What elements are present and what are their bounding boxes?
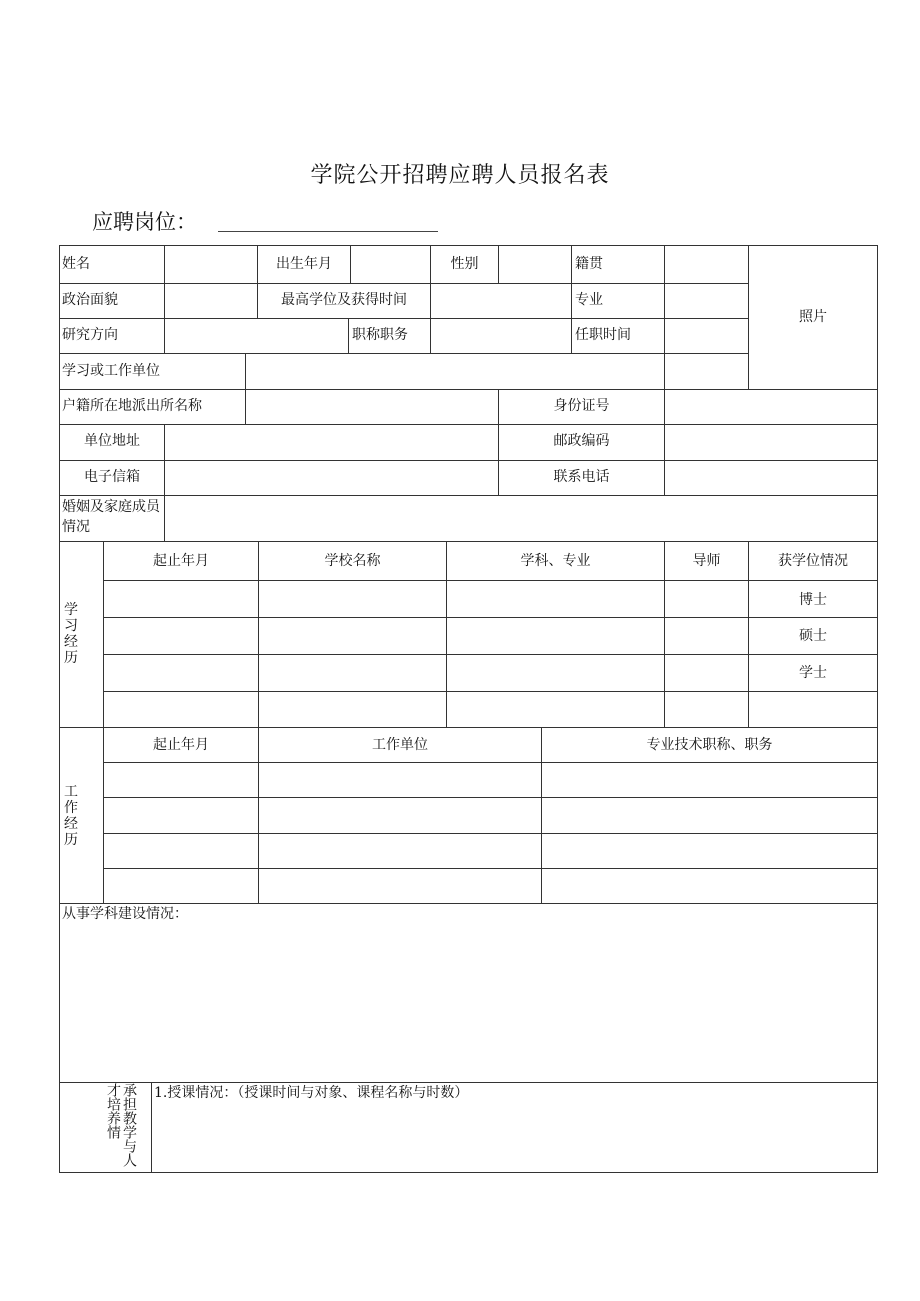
work-header-period: 起止年月 (153, 737, 209, 753)
degree-bachelor: 学士 (799, 665, 827, 681)
email-label: 电子信箱 (84, 469, 140, 485)
work-header-unit: 工作单位 (372, 737, 428, 753)
discipline-field[interactable] (60, 925, 876, 1081)
page-title: 学院公开招聘应聘人员报名表 (310, 163, 610, 188)
study-section-label: 学习经历 (64, 602, 78, 666)
name-field[interactable] (165, 246, 256, 282)
unit-address-field[interactable] (165, 425, 497, 459)
major-field[interactable] (665, 284, 747, 317)
unit-field[interactable] (246, 354, 663, 388)
id-number-label: 身份证号 (553, 398, 610, 414)
study-header-degree: 获学位情况 (778, 553, 848, 569)
teaching-field[interactable] (152, 1104, 876, 1171)
unit-label: 学习或工作单位 (62, 363, 160, 379)
teaching-item-1: 1.授课情况：（授课时间与对象、课程名称与时数） (154, 1085, 469, 1101)
postcode-field[interactable] (665, 425, 876, 459)
political-field[interactable] (165, 284, 256, 317)
teaching-section-label: 承担教学与人才培养情 (105, 1083, 137, 1167)
phone-label: 联系电话 (553, 469, 610, 485)
study-header-supervisor: 导师 (692, 553, 721, 569)
postcode-label: 邮政编码 (553, 433, 610, 449)
email-field[interactable] (165, 461, 497, 494)
phone-field[interactable] (665, 461, 876, 494)
birth-label: 出生年月 (276, 256, 332, 272)
family-field[interactable] (165, 496, 876, 540)
title-post-field[interactable] (431, 319, 570, 352)
degree-time-field[interactable] (431, 284, 570, 317)
appoint-time-label: 任职时间 (575, 327, 631, 343)
degree-doctor: 博士 (799, 592, 827, 608)
degree-time-label: 最高学位及获得时间 (281, 292, 407, 308)
major-label: 专业 (575, 292, 603, 308)
native-place-field[interactable] (665, 246, 747, 282)
study-header-discipline: 学科、专业 (520, 553, 591, 569)
title-post-label: 职称职务 (352, 327, 408, 343)
position-label: 应聘岗位： (92, 210, 197, 234)
unit-address-label: 单位地址 (84, 433, 140, 449)
degree-master: 硕士 (799, 628, 827, 644)
work-section-label: 工作经历 (64, 784, 78, 848)
political-label: 政治面貌 (62, 292, 118, 308)
discipline-label: 从事学科建设情况： (62, 906, 188, 922)
name-label: 姓名 (62, 256, 90, 272)
native-place-label: 籍贯 (575, 256, 603, 272)
photo-label: 照片 (799, 309, 827, 325)
gender-label: 性别 (450, 256, 479, 272)
police-station-field[interactable] (246, 390, 497, 423)
police-station-label: 户籍所在地派出所名称 (62, 398, 202, 414)
study-header-period: 起止年月 (153, 553, 209, 569)
work-header-title: 专业技术职称、职务 (646, 737, 773, 753)
gender-field[interactable] (499, 246, 570, 282)
study-header-school: 学校名称 (324, 553, 381, 569)
appoint-time-field[interactable] (665, 319, 747, 352)
birth-field[interactable] (351, 246, 429, 282)
id-number-field[interactable] (665, 390, 876, 423)
research-label: 研究方向 (62, 327, 118, 343)
research-field[interactable] (165, 319, 347, 352)
family-label: 婚姻及家庭成员情况 (62, 499, 160, 535)
